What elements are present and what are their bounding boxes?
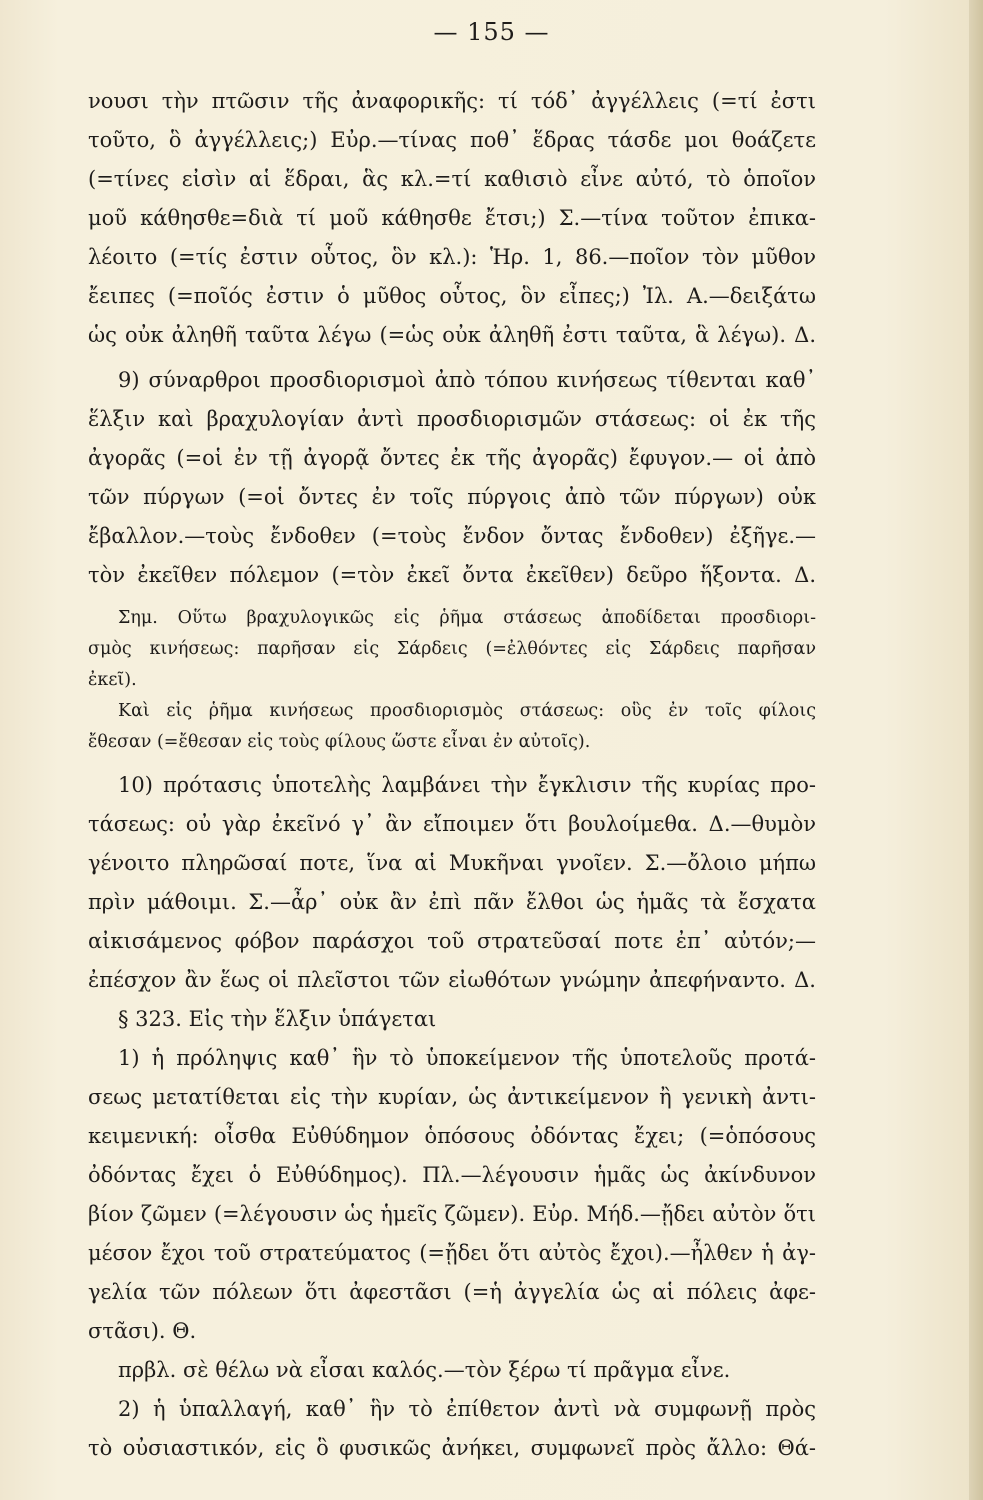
page-edge-shadow: [969, 0, 983, 1500]
text-line: ἔειπες (=ποῖός ἐστιν ὁ μῦθος οὗτος, ὃν εἶπες;) Ἰλ. Α.—δειξάτω: [88, 284, 816, 308]
paragraph-10-start: 10) πρότασις ὑποτελὴς λαμβάνει τὴν ἔγκλισιν τῆς κυρίας προ-: [118, 773, 816, 797]
text-line: τάσεως: οὐ γὰρ ἐκεῖνό γ᾽ ἂν εἴποιμεν ὅτι βουλοίμεθα. Δ.—θυμὸν: [88, 812, 816, 836]
text-line: ἔβαλλον.—τοὺς ἔνδοθεν (=τοὺς ἔνδον ὄντας ἔνδοθεν) ἐξῆγε.—: [88, 524, 816, 548]
text-line: αἰκισάμενος φόβον παράσχοι τοῦ στρατεῦσαί ποτε ἐπ᾽ αὐτόν;—: [88, 929, 816, 953]
text-line: ἀγορᾶς (=οἱ ἐν τῇ ἀγορᾷ ὄντες ἐκ τῆς ἀγορᾶς) ἔφυγον.— οἱ ἀπὸ: [88, 446, 816, 470]
text-line: τῶν πύργων (=οἱ ὄντες ἐν τοῖς πύργοις ἀπὸ τῶν πύργων) οὐκ: [88, 485, 816, 509]
text-line: στᾶσι). Θ.: [88, 1319, 197, 1343]
text-line: (=τίνες εἰσὶν αἱ ἕδραι, ἃς κλ.=τί καθισιὸ εἶνε αὐτό, τὸ ὁποῖον: [88, 167, 816, 191]
text-line: μοῦ κάθησθε=διὰ τί μοῦ κάθησθε ἔτσι;) Σ.—τίνα τοῦτον ἐπικα-: [88, 206, 816, 230]
note-line: ἔθεσαν (=ἔθεσαν εἰς τοὺς φίλους ὥστε εἶναι ἐν αὐτοῖς).: [88, 732, 591, 752]
text-line: πρὶν μάθοιμι. Σ.—ἆρ᾽ οὐκ ἂν ἐπὶ πᾶν ἔλθοι ὡς ἡμᾶς τὰ ἔσχατα: [88, 890, 816, 914]
text-line: ὀδόντας ἔχει ὁ Εὐθύδημος). Πλ.—λέγουσιν ἡμᾶς ὡς ἀκίνδυνον: [88, 1163, 816, 1187]
text-line: νουσι τὴν πτῶσιν τῆς ἀναφορικῆς: τί τόδ᾽ ἀγγέλλεις (=τί ἐστι: [88, 89, 816, 113]
text-line: γένοιτο πληρῶσαί ποτε, ἵνα αἱ Μυκῆναι γνοῖεν. Σ.—ὄλοιο μήπω: [88, 851, 816, 875]
text-line: ὡς οὐκ ἀληθῆ ταῦτα λέγω (=ὡς οὐκ ἀληθῆ ἐστι ταῦτα, ἃ λέγω). Δ.: [88, 323, 816, 347]
note-line: σμὸς κινήσεως: παρῆσαν εἰς Σάρδεις (=ἐλθόντες εἰς Σάρδεις παρῆσαν: [88, 639, 816, 659]
page-body: [88, 72, 816, 1468]
item-2-start: 2) ἡ ὑπαλλαγή, καθ᾽ ἣν τὸ ἐπίθετον ἀντὶ νὰ συμφωνῇ πρὸς: [118, 1397, 816, 1421]
paragraph-9-start: 9) σύναρθροι προσδιορισμοὶ ἀπὸ τόπου κινήσεως τίθενται καθ᾽: [118, 368, 816, 392]
note-line: Σημ. Οὕτω βραχυλογικῶς εἰς ῥῆμα στάσεως ἀποδίδεται προσδιορι-: [118, 608, 816, 628]
text-line: κειμενική: οἶσθα Εὐθύδημον ὁπόσους ὀδόντας ἔχει; (=ὁπόσους: [88, 1124, 816, 1148]
text-line: ἕλξιν καὶ βραχυλογίαν ἀντὶ προσδιορισμῶν στάσεως: οἱ ἐκ τῆς: [88, 407, 816, 431]
text-line: γελία τῶν πόλεων ὅτι ἀφεστᾶσι (=ἡ ἀγγελία ὡς αἱ πόλεις ἀφε-: [88, 1280, 816, 1304]
text-line: βίον ζῶμεν (=λέγουσιν ὡς ἡμεῖς ζῶμεν). Εὐρ. Μήδ.—ᾔδει αὐτὸν ὅτι: [88, 1202, 816, 1226]
text-line: μέσον ἔχοι τοῦ στρατεύματος (=ᾔδει ὅτι αὐτὸς ἔχοι).—ἦλθεν ἡ ἀγ-: [88, 1241, 816, 1265]
note-line: ἐκεῖ).: [88, 670, 137, 690]
section-heading: § 323. Εἰς τὴν ἕλξιν ὑπάγεται: [118, 1007, 437, 1031]
item-1-start: 1) ἡ πρόληψις καθ᾽ ἣν τὸ ὑποκείμενον τῆς ὑποτελοῦς προτά-: [118, 1046, 816, 1070]
note-line: Καὶ εἰς ῥῆμα κινήσεως προσδιορισμὸς στάσεως: οὓς ἐν τοῖς φίλοις: [118, 701, 816, 721]
text-line: σεως μετατίθεται εἰς τὴν κυρίαν, ὡς ἀντικείμενον ἢ γενικὴ ἀντι-: [88, 1085, 816, 1109]
text-line: λέοιτο (=τίς ἐστιν οὗτος, ὃν κλ.): Ἡρ. 1, 86.—ποῖον τὸν μῦθον: [88, 245, 816, 269]
page-number: — 155 —: [433, 18, 550, 46]
text-line: τὸ οὐσιαστικόν, εἰς ὃ φυσικῶς ἀνήκει, συμφωνεῖ πρὸς ἄλλο: Θά-: [88, 1436, 816, 1460]
comparison-line: πρβλ. σὲ θέλω νὰ εἶσαι καλός.—τὸν ξέρω τί πρᾶγμα εἶνε.: [118, 1358, 731, 1382]
text-line: τοῦτο, ὃ ἀγγέλλεις;) Εὐρ.—τίνας ποθ᾽ ἕδρας τάσδε μοι θοάζετε: [88, 128, 816, 152]
text-line: τὸν ἐκεῖθεν πόλεμον (=τὸν ἐκεῖ ὄντα ἐκεῖθεν) δεῦρο ἥξοντα. Δ.: [88, 563, 816, 587]
text-line: ἐπέσχον ἂν ἕως οἱ πλεῖστοι τῶν εἰωθότων γνώμην ἀπεφήναντο. Δ.: [88, 968, 816, 992]
